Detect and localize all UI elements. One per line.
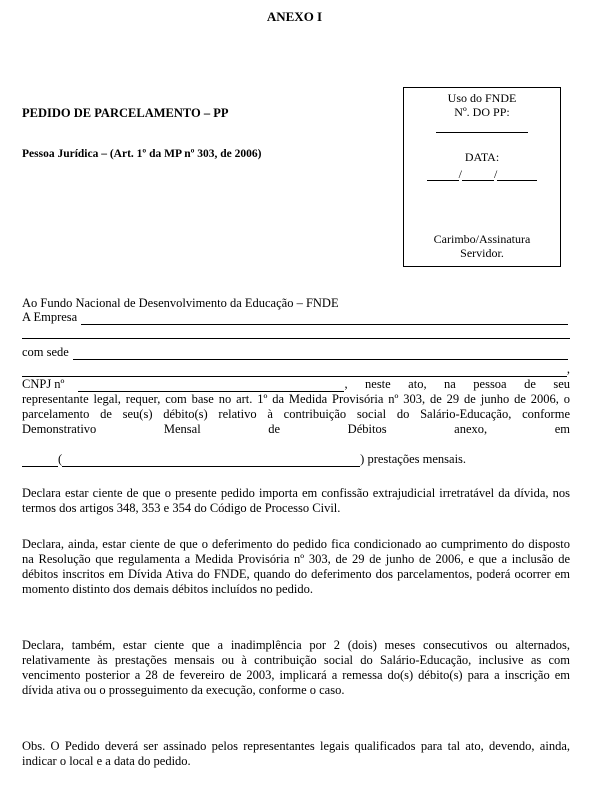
paragraph-deferral: Declara, ainda, estar ciente de que o deferimento do pedido fica condicionado ao cumprimento do disposto na Resolução que regulamenta a Medida Provisória nº 303, de 29 de junho de 2006, e que a inclusão de débitos inscritos em Dívida Ativa do FNDE, quando do deferimento dos parcelamentos, poderá ocorrer em momento distinto dos demais débitos incluídos no pedido. [22, 537, 570, 596]
installments-row [22, 452, 570, 467]
cnpj-field[interactable] [78, 379, 344, 392]
form-title: PEDIDO DE PARCELAMENTO – PP [22, 106, 229, 120]
date-month-field[interactable] [462, 169, 494, 181]
request-text: representante legal, requer, com base no art. 1º da Medida Provisória nº 303, de 29 de junho de 2006, o parcelamento de seu(s) débito(s) relativo à contribuição social do Salário-Educação, conforme Demonstrativo Mensal de Débitos anexo, em [22, 392, 570, 436]
paragraph-confession: Declara estar ciente de que o presente pedido importa em confissão extrajudicial irretratável da dívida, nos termos dos artigos 348, 353 e 354 do Código de Processo Civil. [22, 486, 570, 515]
fnde-box-label: Uso do FNDE [447, 91, 517, 105]
stamp-signature-label [404, 232, 560, 260]
date-separator: / [458, 167, 462, 181]
fnde-use-box [403, 87, 561, 267]
pp-number-label: Nº. DO PP: [454, 105, 510, 119]
company-name-field[interactable] [81, 312, 568, 325]
stamp-label-line2: Servidor. [460, 246, 504, 260]
annex-title: ANEXO I [266, 9, 323, 24]
installments-suffix: ) prestações mensais. [360, 452, 467, 466]
seat-address-field-2[interactable] [22, 364, 567, 377]
open-paren: ( [58, 452, 63, 466]
form-subtitle: Pessoa Jurídica – (Art. 1º da MP nº 303, de 2006) [22, 148, 262, 160]
addressee-line: Ao Fundo Nacional de Desenvolvimento da Educação – FNDE [22, 296, 339, 310]
company-name-line-2[interactable] [22, 326, 570, 339]
pp-number-field[interactable] [436, 132, 528, 133]
cnpj-row [22, 377, 570, 392]
seat-row [22, 345, 570, 360]
installments-words-field[interactable] [62, 454, 360, 467]
date-separator: / [494, 167, 498, 181]
seat-label: com sede [22, 345, 69, 359]
paragraph-default: Declara, também, estar ciente que a inadimplência por 2 (dois) meses consecutivos ou alternados, relativamente às prestações mensais ou à contribuição social do Salário-Educação, inclusive as com vencimento posterior a 28 de fevereiro de 2003, implicará a remessa do(s) débito(s) para a inscrição em dívida ativa ou o prosseguimento da execução, conforme o caso. [22, 638, 570, 697]
date-label: DATA: [464, 150, 500, 164]
comma: , [566, 362, 570, 376]
installments-number-field[interactable] [22, 454, 58, 467]
date-day-field[interactable] [427, 169, 459, 181]
company-label: A Empresa [22, 310, 78, 324]
cnpj-label: CNPJ nº [22, 377, 65, 391]
stamp-label-line1: Carimbo/Assinatura [433, 232, 531, 246]
seat-address-field[interactable] [73, 347, 568, 360]
cnpj-rest-text: , neste ato, na pessoa de seu [344, 377, 570, 391]
paragraph-observation: Obs. O Pedido deverá ser assinado pelos representantes legais qualificados para tal ato, devendo, ainda, indicar o local e a data do pedido. [22, 739, 570, 768]
date-field[interactable] [404, 167, 560, 181]
seat-row-2 [22, 362, 570, 377]
date-year-field[interactable] [497, 169, 537, 181]
company-row [22, 310, 570, 325]
